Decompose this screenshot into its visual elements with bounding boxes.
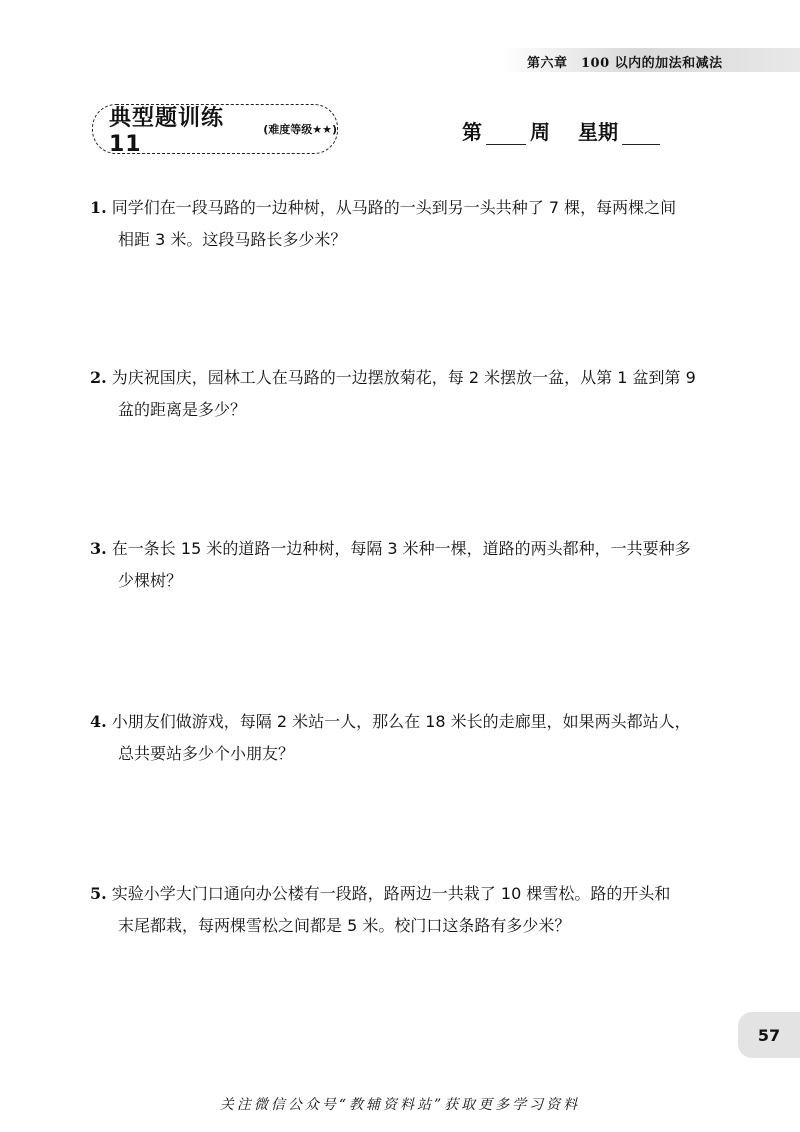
question-text: 为庆祝国庆，园林工人在马路的一边摆放菊花，每 2 米摆放一盆，从第 1 盆到第 9 <box>111 368 696 387</box>
weekday-blank <box>622 124 660 145</box>
section-title: 典型题训练 11 <box>109 106 225 157</box>
question-number: 1. <box>90 198 107 217</box>
question-text-cont: 盆的距离是多少？ <box>118 400 247 419</box>
question-text-cont: 末尾都栽，每两棵雪松之间都是 5 米。校门口这条路有多少米？ <box>118 916 571 935</box>
footer-note: 关注微信公众号“教辅资料站”获取更多学习资料 <box>219 1097 581 1113</box>
week-blank <box>486 124 526 145</box>
question-text-cont: 总共要站多少个小朋友？ <box>118 744 295 763</box>
question-text-cont: 少棵树？ <box>118 571 183 590</box>
question-4 <box>90 706 720 770</box>
question-text: 同学们在一段马路的一边种树，从马路的一头到另一头共种了 7 棵，每两棵之间 <box>111 198 677 217</box>
week-date-line <box>462 116 664 145</box>
chapter-title: 第六章 100 以内的加法和减法 <box>527 56 723 71</box>
weekday-label: 星期 <box>578 120 618 144</box>
page-number-tab <box>738 1012 800 1058</box>
question-text: 小朋友们做游戏，每隔 2 米站一人，那么在 18 米长的走廊里，如果两头都站人， <box>111 712 691 731</box>
question-text: 实验小学大门口通向办公楼有一段路，路两边一共栽了 10 棵雪松。路的开头和 <box>111 884 671 903</box>
page-number: 57 <box>757 1025 781 1045</box>
question-number: 5. <box>90 884 107 903</box>
question-number: 3. <box>90 539 107 558</box>
question-5 <box>90 878 720 942</box>
question-2 <box>90 362 720 426</box>
difficulty-label: (难度等级★★) <box>263 123 337 136</box>
question-number: 2. <box>90 368 107 387</box>
week-prefix: 第 <box>462 120 482 144</box>
question-text: 在一条长 15 米的道路一边种树，每隔 3 米种一棵，道路的两头都种，一共要种多 <box>111 539 691 558</box>
week-suffix: 周 <box>530 120 550 144</box>
question-3 <box>90 533 720 597</box>
section-title-box <box>92 104 338 157</box>
question-1 <box>90 192 720 256</box>
question-text-cont: 相距 3 米。这段马路长多少米？ <box>118 230 347 249</box>
question-number: 4. <box>90 712 107 731</box>
